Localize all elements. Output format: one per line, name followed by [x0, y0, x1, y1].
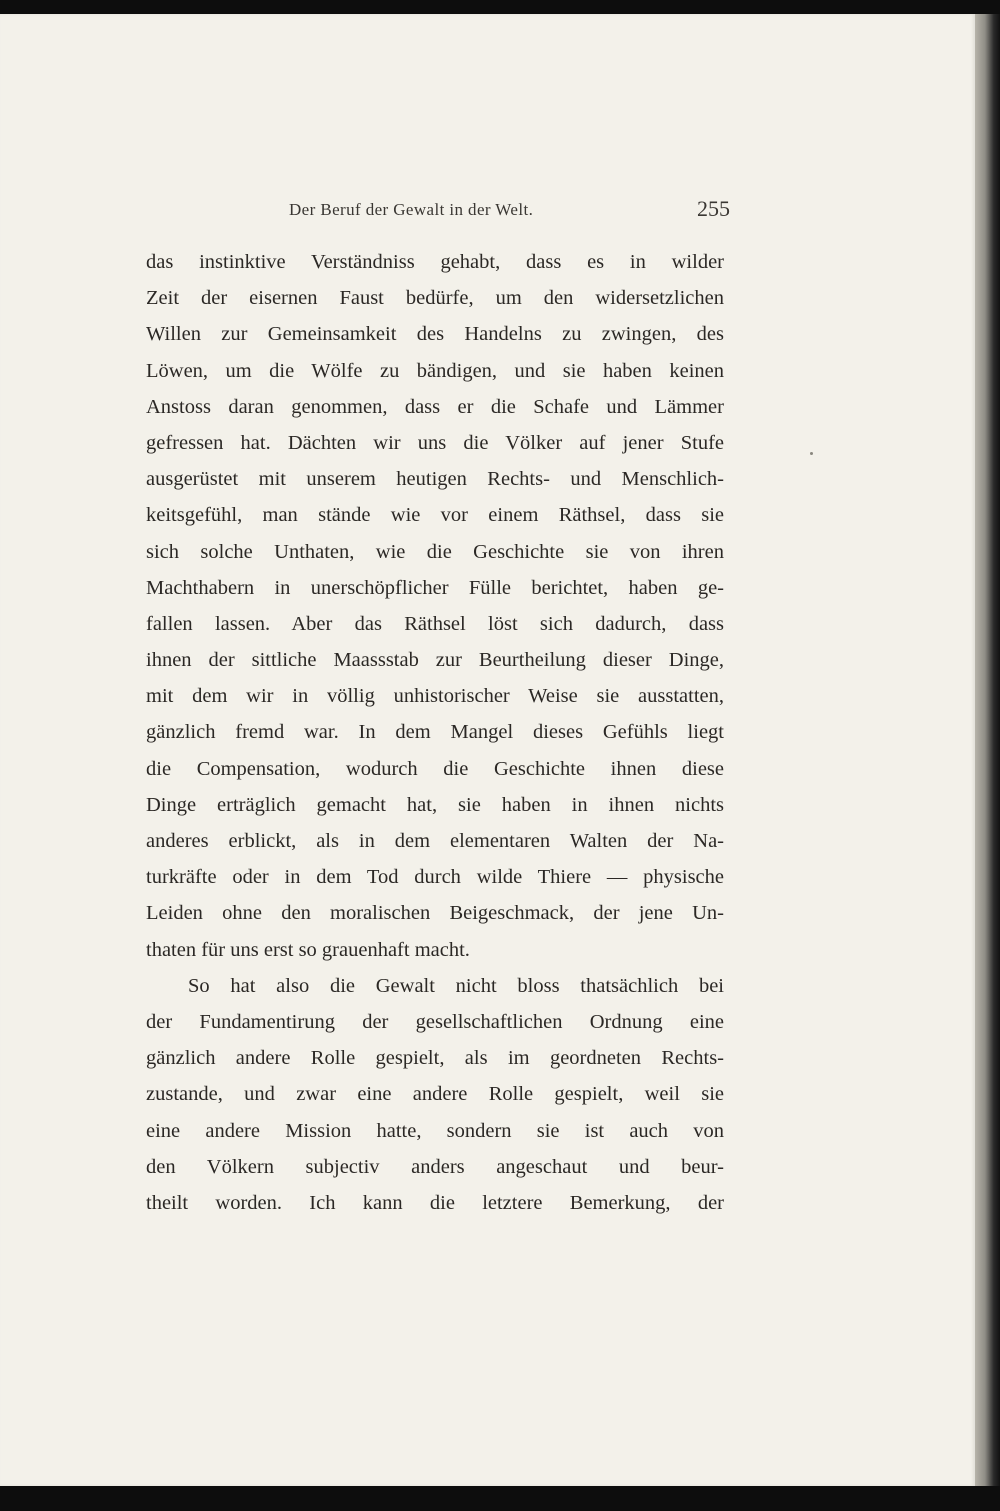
- text-line: zustande, und zwar eine andere Rolle gespielt, weil sie: [146, 1083, 724, 1106]
- text-line: ausgerüstet mit unserem heutigen Rechts- und Menschlich-: [146, 468, 724, 491]
- text-line: sich solche Unthaten, wie die Geschichte sie von ihren: [146, 540, 724, 563]
- page-edge: [975, 14, 1000, 1486]
- text-line: Leiden ohne den moralischen Beigeschmack, der jene Un-: [146, 902, 724, 925]
- text-line: Willen zur Gemeinsamkeit des Handelns zu zwingen, des: [146, 323, 724, 346]
- text-line: Zeit der eisernen Faust bedürfe, um den widersetzlichen: [146, 287, 724, 310]
- text-line: das instinktive Verständniss gehabt, dass es in wilder: [146, 251, 724, 273]
- text-line: gänzlich fremd war. In dem Mangel dieses Gefühls liegt: [146, 721, 724, 744]
- text-line: gänzlich andere Rolle gespielt, als im geordneten Rechts-: [146, 1047, 724, 1070]
- paragraph-start-line: So hat also die Gewalt nicht bloss thatsächlich bei: [188, 974, 724, 997]
- text-line: theilt worden. Ich kann die letztere Bemerkung, der: [146, 1191, 724, 1214]
- text-line: Machthabern in unerschöpflicher Fülle berichtet, haben ge-: [146, 576, 724, 599]
- text-line: der Fundamentirung der gesellschaftlichen Ordnung eine: [146, 1010, 724, 1033]
- body-text: [146, 244, 724, 1221]
- text-line: Dinge erträglich gemacht hat, sie haben in ihnen nichts: [146, 793, 724, 816]
- text-line: gefressen hat. Dächten wir uns die Völker auf jener Stufe: [146, 431, 724, 454]
- text-line: eine andere Mission hatte, sondern sie ist auch von: [146, 1119, 724, 1142]
- text-line: anderes erblickt, als in dem elementaren Walten der Na-: [146, 830, 724, 852]
- text-line: turkräfte oder in dem Tod durch wilde Thiere — physische: [146, 866, 724, 889]
- text-line: fallen lassen. Aber das Räthsel löst sich dadurch, dass: [146, 612, 724, 635]
- paragraph-end-line: thaten für uns erst so grauenhaft macht.: [146, 938, 470, 961]
- running-head: Der Beruf der Gewalt in der Welt.: [289, 200, 534, 219]
- text-line: keitsgefühl, man stände wie vor einem Räthsel, dass sie: [146, 504, 724, 527]
- text-line: mit dem wir in völlig unhistorischer Weise sie ausstatten,: [146, 685, 724, 708]
- page-number: 255: [697, 196, 730, 221]
- text-line: Anstoss daran genommen, dass er die Schafe und Lämmer: [146, 395, 724, 418]
- text-line: die Compensation, wodurch die Geschichte ihnen diese: [146, 757, 724, 780]
- text-line: Löwen, um die Wölfe zu bändigen, und sie haben keinen: [146, 359, 724, 382]
- text-line: ihnen der sittliche Maassstab zur Beurtheilung dieser Dinge,: [146, 649, 724, 672]
- text-line: den Völkern subjectiv anders angeschaut und beur-: [146, 1155, 724, 1178]
- paper-speck: [810, 452, 813, 455]
